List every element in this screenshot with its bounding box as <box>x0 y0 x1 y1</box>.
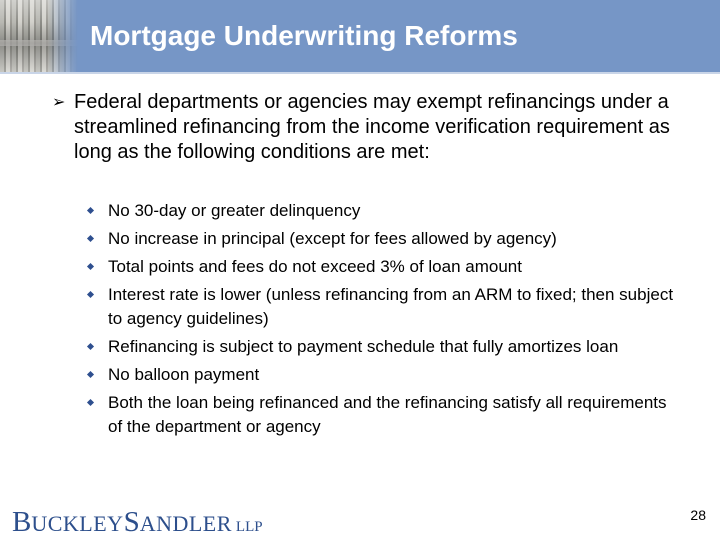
list-item <box>88 335 678 359</box>
diamond-bullet-icon <box>87 291 94 298</box>
buckleysandler-logo <box>12 506 263 536</box>
diamond-bullet-icon <box>87 343 94 350</box>
building-photo <box>0 0 78 72</box>
list-item <box>88 227 678 251</box>
diamond-bullet-icon <box>87 235 94 242</box>
logo-letters: ANDLER <box>139 511 232 536</box>
logo-llp: LLP <box>235 519 263 535</box>
list-item <box>88 391 678 439</box>
arrow-bullet-icon: ➢ <box>52 94 66 111</box>
logo-letter: B <box>12 506 32 538</box>
list-item-text: Interest rate is lower (unless refinancing from an ARM to fixed; then subject to agency guidelines) <box>108 285 674 328</box>
logo-letters: UCKLEY <box>31 511 124 536</box>
list-item <box>88 255 678 279</box>
diamond-bullet-icon <box>87 207 94 214</box>
slide-title: Mortgage Underwriting Reforms <box>90 20 518 51</box>
photo-fade <box>48 0 78 72</box>
list-item-text: No balloon payment <box>108 365 260 384</box>
list-item <box>88 363 678 387</box>
diamond-bullet-icon <box>87 399 94 406</box>
logo-letter: S <box>123 506 140 538</box>
main-bullet-text: Federal departments or agencies may exempt refinancings under a streamlined refinancing from the income verification requirement as long as the following conditions are met: <box>74 91 670 163</box>
page-number: 28 <box>690 507 706 523</box>
diamond-bullet-icon <box>87 371 94 378</box>
list-item-text: Refinancing is subject to payment schedule that fully amortizes loan <box>108 337 619 356</box>
list-item <box>88 199 678 223</box>
condition-list <box>88 199 678 443</box>
list-item-text: No increase in principal (except for fees allowed by agency) <box>108 229 557 248</box>
header-bar <box>0 0 720 72</box>
list-item-text: No 30-day or greater delinquency <box>108 201 361 220</box>
list-item-text: Both the loan being refinanced and the refinancing satisfy all requirements of the department or agency <box>108 393 667 436</box>
header-rule <box>0 72 720 74</box>
list-item-text: Total points and fees do not exceed 3% of loan amount <box>108 257 522 276</box>
diamond-bullet-icon <box>87 263 94 270</box>
list-item <box>88 283 678 331</box>
